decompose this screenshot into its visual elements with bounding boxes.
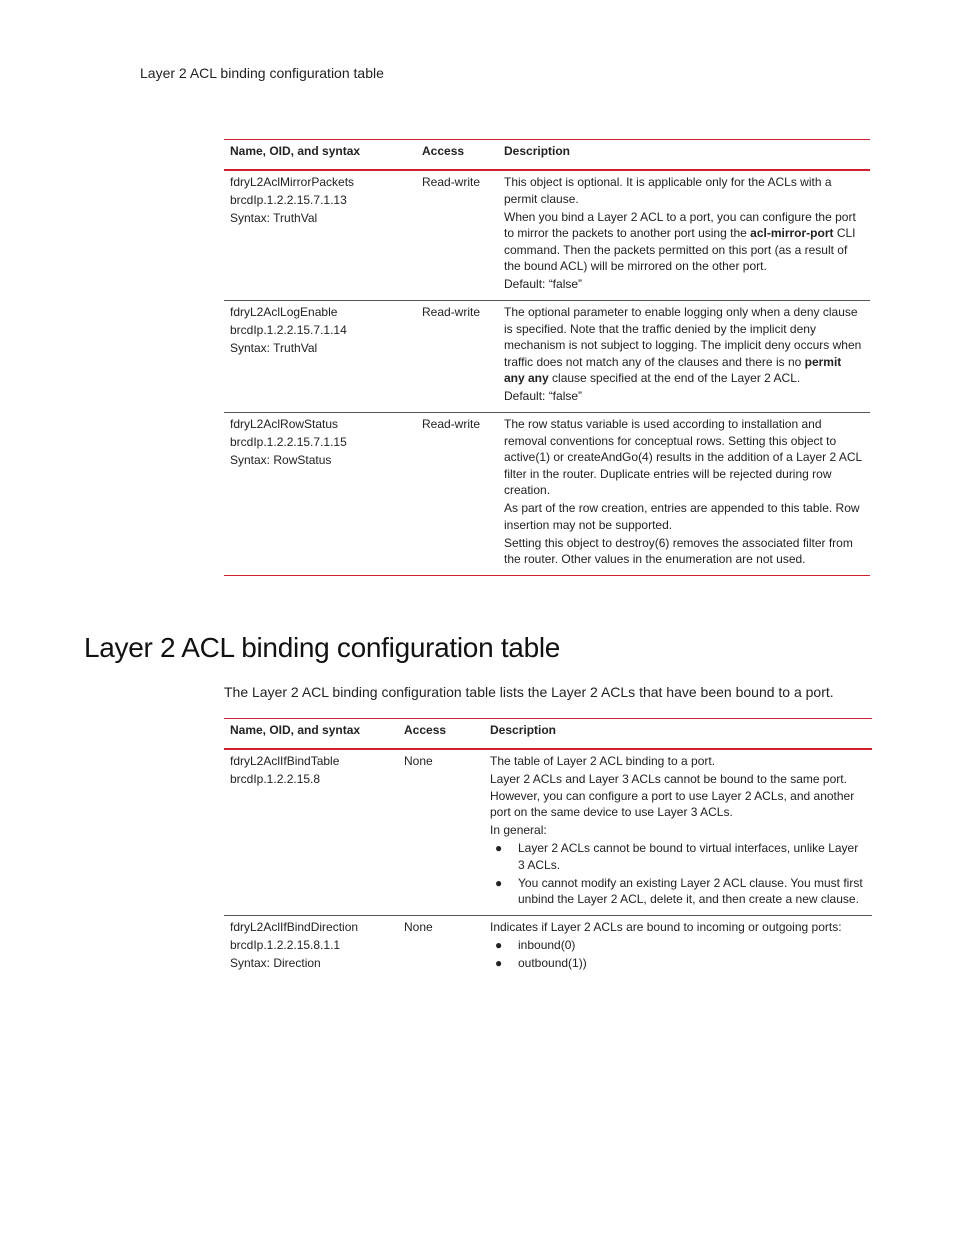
access-cell: None [398, 749, 484, 916]
object-name: fdryL2AclLogEnable [230, 305, 338, 319]
name-oid-cell [224, 749, 398, 916]
object-syntax: Syntax: RowStatus [230, 453, 332, 467]
cli-command: acl-mirror-port [750, 226, 834, 240]
object-syntax: Syntax: TruthVal [230, 211, 318, 225]
list-item [490, 840, 866, 873]
bullet-list [490, 937, 866, 972]
description-cell [498, 413, 870, 576]
description-paragraph: The row status variable is used according to installation and removal conventions for conceptual rows. Setting this object to active(1) or createAndGo(4) results in the addition of a Layer 2 ACL filter in the router. Duplicate entries will be rejected during row creation. [504, 417, 862, 497]
object-name: fdryL2AclIfBindTable [230, 754, 340, 768]
list-item-text: outbound(1)) [518, 956, 587, 970]
column-header-access: Access [398, 719, 484, 750]
column-header-description: Description [484, 719, 872, 750]
description-paragraph: In general: [490, 823, 547, 837]
bullet-icon: ● [495, 841, 503, 855]
description-paragraph: The table of Layer 2 ACL binding to a port. [490, 754, 716, 768]
cli-command: permit any any [504, 354, 842, 385]
table-row [224, 749, 872, 916]
mib-table-acl-binding [224, 718, 872, 979]
default-value: Default: “false” [504, 277, 583, 291]
object-oid: brcdIp.1.2.2.15.7.1.13 [230, 193, 347, 207]
description-text: When you bind a Layer 2 ACL to a port, you can configure the port to mirror the packets to another port using the [504, 209, 856, 240]
object-name: fdryL2AclIfBindDirection [230, 920, 359, 934]
access-cell: Read-write [416, 170, 498, 301]
running-header: Layer 2 ACL binding configuration table [140, 65, 384, 81]
bullet-icon: ● [495, 956, 503, 970]
table-header-row [224, 140, 870, 171]
description-text: clause specified at the end of the Layer 2 ACL. [548, 371, 801, 385]
name-oid-cell [224, 916, 398, 980]
list-item [490, 875, 866, 908]
description-cell [484, 916, 872, 980]
object-oid: brcdIp.1.2.2.15.7.1.15 [230, 435, 347, 449]
table-row [224, 916, 872, 980]
bullet-icon: ● [495, 938, 503, 952]
description-paragraph [504, 304, 864, 387]
description-text: CLI command. Then the packets permitted on this port (as a result of the bound ACL) will be mirrored on the other port. [504, 226, 856, 273]
section-intro: The Layer 2 ACL binding configuration table lists the Layer 2 ACLs that have been bound to a port. [224, 684, 834, 700]
access-cell: None [404, 920, 433, 934]
description-cell [498, 170, 870, 301]
object-oid: brcdIp.1.2.2.15.7.1.14 [230, 323, 347, 337]
default-value: Default: “false” [504, 389, 583, 403]
object-name: fdryL2AclMirrorPackets [230, 175, 355, 189]
description-cell [484, 749, 872, 916]
table-row [224, 413, 870, 576]
table-row [224, 170, 870, 301]
object-syntax: Syntax: TruthVal [230, 341, 318, 355]
table-header-row [224, 719, 872, 750]
column-header-name: Name, OID, and syntax [224, 719, 398, 750]
object-oid: brcdIp.1.2.2.15.8 [230, 772, 321, 786]
list-item [490, 955, 866, 972]
list-item-text: Layer 2 ACLs cannot be bound to virtual interfaces, unlike Layer 3 ACLs. [518, 841, 859, 872]
description-paragraph: This object is optional. It is applicable only for the ACLs with a permit clause. [504, 175, 832, 206]
name-oid-cell [224, 170, 416, 301]
bullet-icon: ● [495, 875, 503, 890]
list-item-text: inbound(0) [518, 938, 576, 952]
object-oid: brcdIp.1.2.2.15.8.1.1 [230, 938, 341, 952]
access-cell: Read-write [416, 413, 498, 576]
object-syntax: Syntax: Direction [230, 956, 321, 970]
mib-table-acl-entries [224, 139, 870, 576]
table-row [224, 301, 870, 413]
description-paragraph: Layer 2 ACLs and Layer 3 ACLs cannot be bound to the same port. However, you can configure a port to use Layer 2 ACLs, and another port on the same device to use Layer 3 ACLs. [490, 772, 855, 819]
description-paragraph: Setting this object to destroy(6) removes the associated filter from the router. Other values in the enumeration are not used. [504, 535, 853, 566]
name-oid-cell [224, 301, 416, 413]
list-item [490, 937, 866, 954]
bullet-list [490, 840, 866, 908]
name-oid-cell [224, 413, 416, 576]
description-paragraph [504, 209, 864, 275]
column-header-name: Name, OID, and syntax [224, 140, 416, 171]
column-header-description: Description [498, 140, 870, 171]
access-cell: Read-write [416, 301, 498, 413]
column-header-access: Access [416, 140, 498, 171]
object-name: fdryL2AclRowStatus [230, 417, 339, 431]
list-item-text: You cannot modify an existing Layer 2 ACL clause. You must first unbind the Layer 2 ACL, delete it, and then create a new clause. [518, 875, 863, 906]
description-cell [498, 301, 870, 413]
description-text: The optional parameter to enable logging only when a deny clause is specified. Note that the traffic denied by the implicit deny mechanism is not subject to logging. The implicit deny occurs when traffic does not match any of the clauses and there is no [504, 305, 862, 369]
section-heading: Layer 2 ACL binding configuration table [84, 632, 561, 663]
description-paragraph: Indicates if Layer 2 ACLs are bound to incoming or outgoing ports: [490, 920, 842, 934]
description-paragraph: As part of the row creation, entries are appended to this table. Row insertion may not be supported. [504, 501, 860, 532]
